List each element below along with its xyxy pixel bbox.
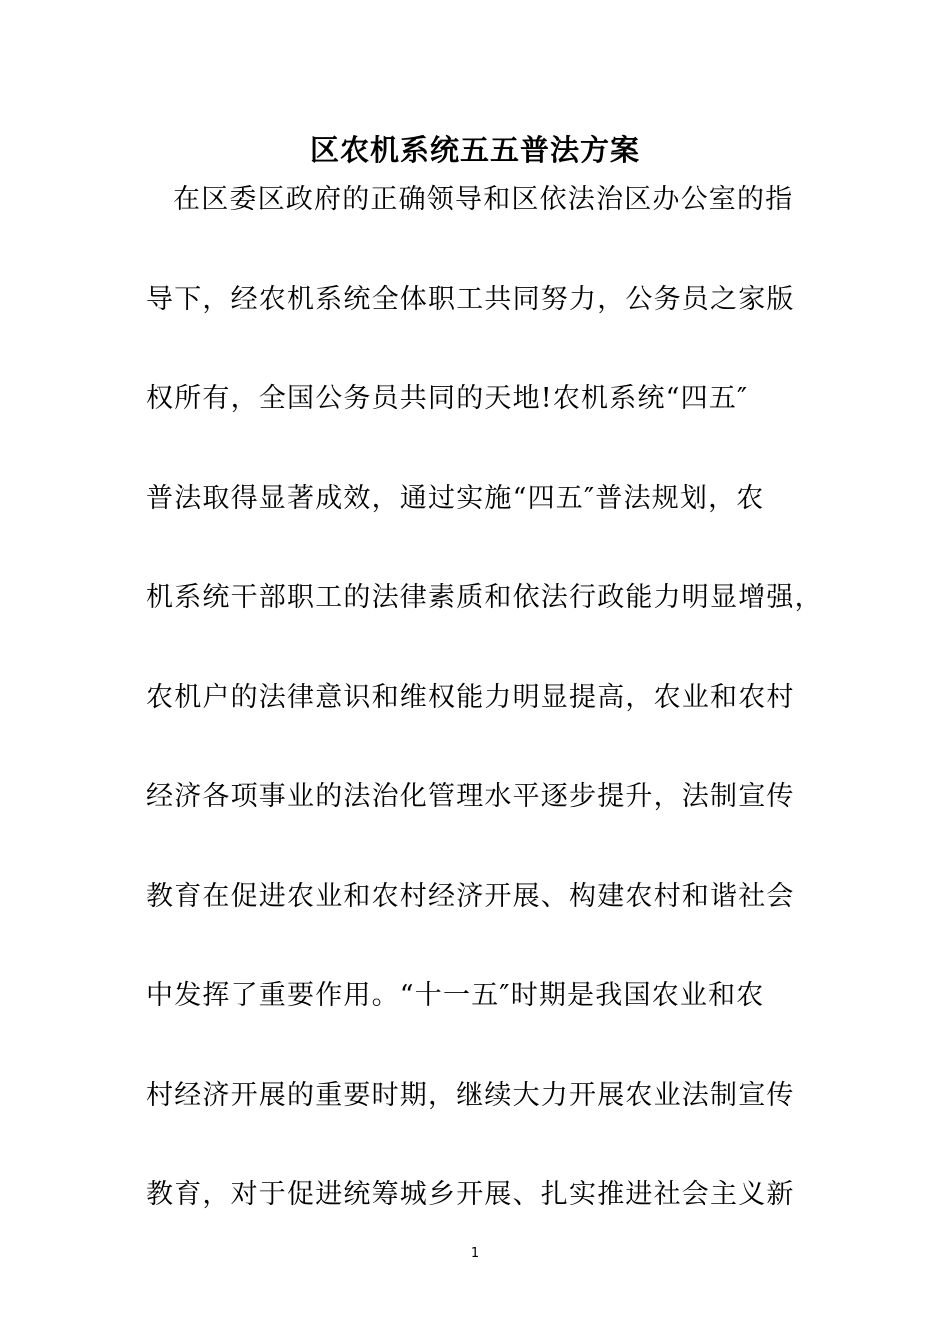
text-line: 机系统干部职工的法律素质和依法行政能力明显增强， — [146, 582, 823, 613]
text-line: 权所有，全国公务员共同的天地!农机系统“四五″ — [146, 383, 749, 414]
text-line: 导下，经农机系统全体职工共同努力，公务员之家版 — [146, 283, 795, 315]
page-number: 1 — [470, 1246, 480, 1261]
text-line: 教育，对于促进统筹城乡开展、扎实推进社会主义新 — [146, 1179, 795, 1210]
body-paragraph — [146, 172, 826, 1267]
text-line: 经济各项事业的法治化管理水平逐步提升，法制宣传 — [146, 781, 795, 812]
text-line: 教育在促进农业和农村经济开展、构建农村和谐社会 — [146, 880, 795, 912]
text-line: 农机户的法律意识和维权能力明显提高，农业和农村 — [146, 681, 795, 713]
document-title: 区农机系统五五普法方案 — [309, 133, 640, 167]
text-line: 普法取得显著成效，通过实施“四五″普法规划，农 — [146, 482, 765, 514]
text-line: 村经济开展的重要时期，继续大力开展农业法制宣传 — [146, 1079, 795, 1111]
text-line: 中发挥了重要作用。“十一五″时期是我国农业和农 — [146, 980, 765, 1011]
text-line: 在区委区政府的正确领导和区依法治区办公室的指 — [173, 184, 794, 215]
